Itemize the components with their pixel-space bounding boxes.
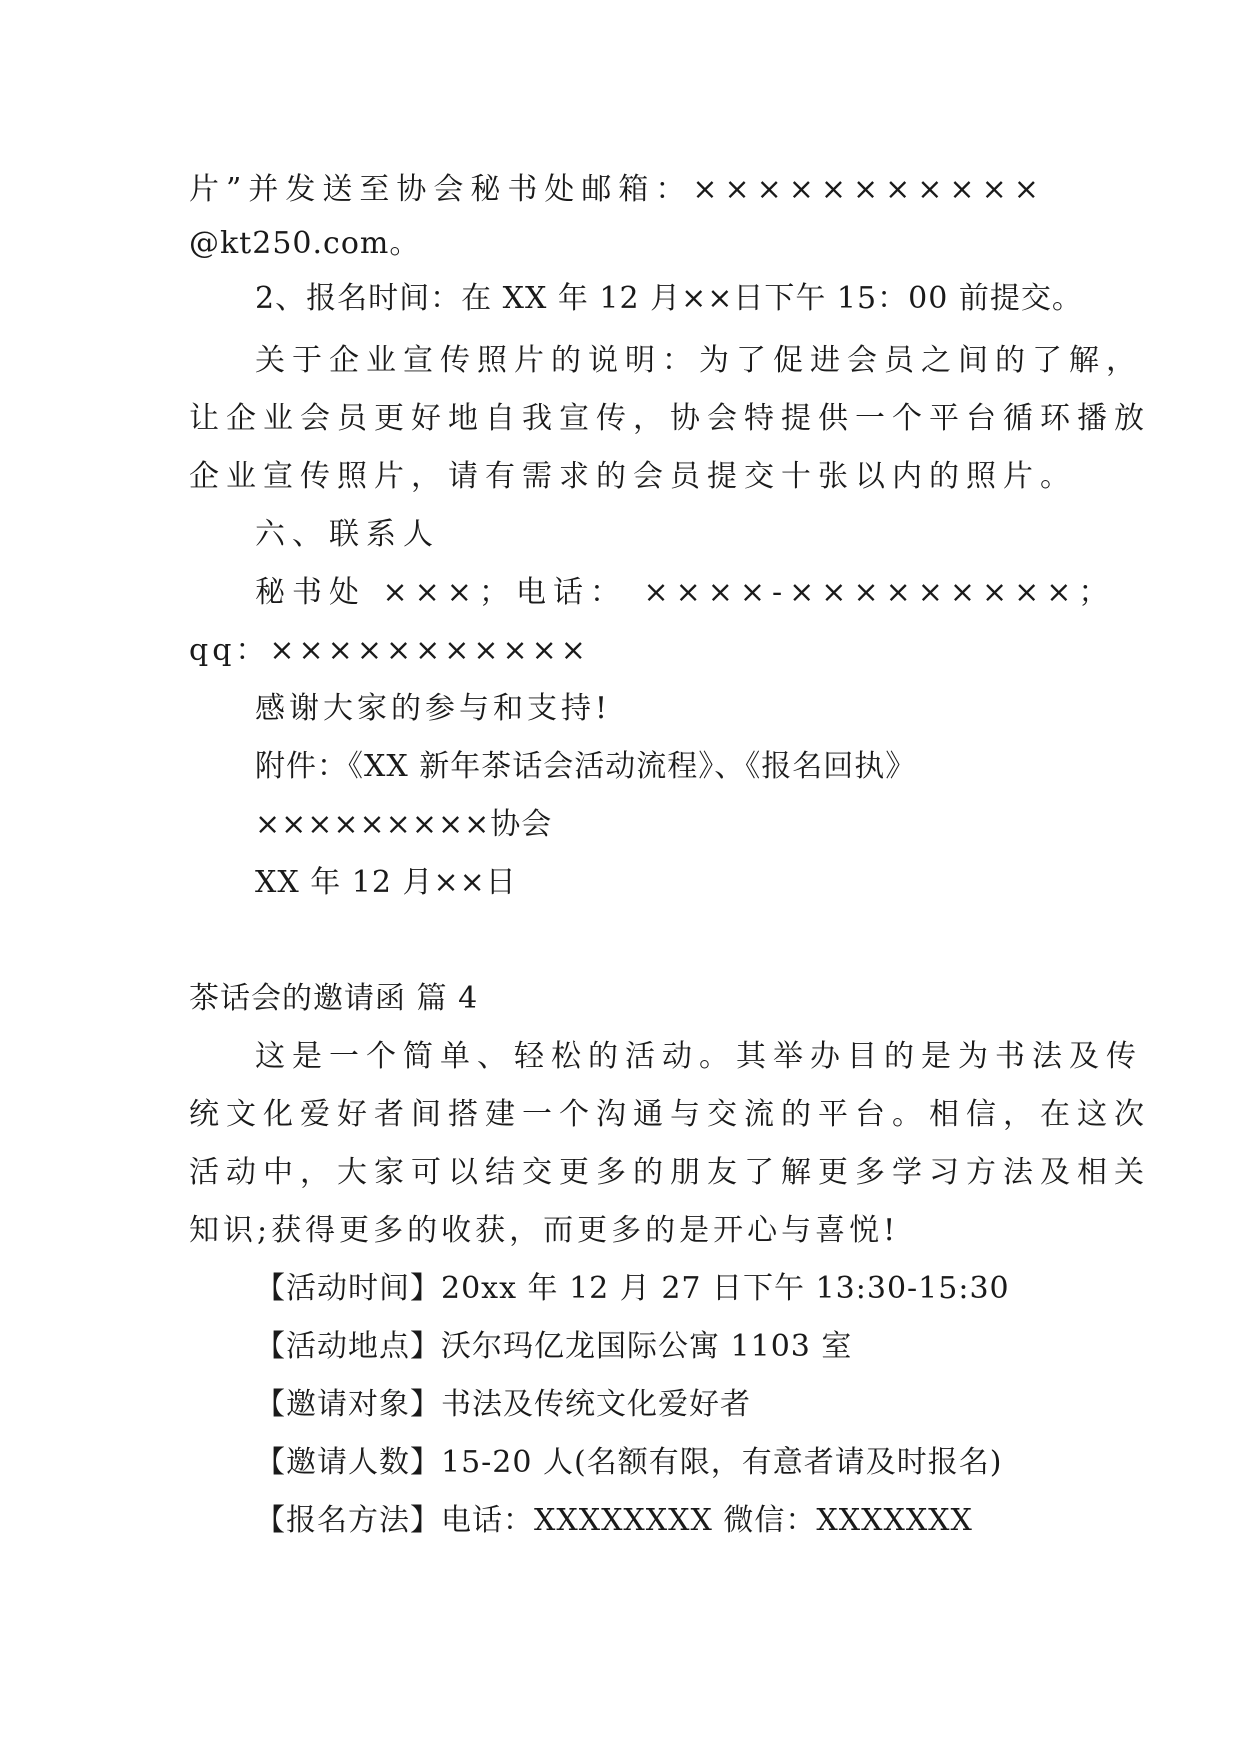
- text-line: 知识;获得更多的收获，而更多的是开心与喜悦!: [189, 1213, 900, 1248]
- text-line: 关于企业宣传照片的说明：为了促进会员之间的了解，: [255, 343, 1143, 378]
- detail-line: 【邀请对象】书法及传统文化爱好者: [255, 1387, 751, 1422]
- text-line: 这是一个简单、轻松的活动。其举办目的是为书法及传: [255, 1039, 1143, 1074]
- detail-line: 【活动地点】沃尔玛亿龙国际公寓 1103 室: [255, 1329, 853, 1364]
- detail-line: 【活动时间】20xx 年 12 月 27 日下午 13:30-15:30: [255, 1271, 1010, 1306]
- text-line: 企业宣传照片，请有需求的会员提交十张以内的照片。: [189, 459, 1077, 494]
- text-line: 让企业会员更好地自我宣传，协会特提供一个平台循环播放: [189, 401, 1151, 436]
- section-heading: 六、联系人: [255, 517, 440, 552]
- text-line: 秘书处 ×××；电话： ××××-×××××××××；: [255, 575, 1116, 610]
- detail-line: 【邀请人数】15-20 人(名额有限，有意者请及时报名): [255, 1445, 1003, 1480]
- detail-line: 【报名方法】电话：XXXXXXXX 微信：XXXXXXX: [255, 1503, 973, 1538]
- text-line: 2、报名时间：在 XX 年 12 月××日下午 15：00 前提交。: [255, 281, 1083, 316]
- section-title: 茶话会的邀请函 篇 4: [189, 981, 479, 1016]
- text-line: 统文化爱好者间搭建一个沟通与交流的平台。相信，在这次: [189, 1097, 1151, 1132]
- text-line: 附件：《XX 新年茶话会活动流程》、《报名回执》: [255, 749, 917, 784]
- text-line: qq：×××××××××××: [189, 633, 590, 668]
- text-line: @kt250.com。: [189, 226, 421, 261]
- date-line: XX 年 12 月××日: [255, 865, 517, 900]
- text-line: 活动中，大家可以结交更多的朋友了解更多学习方法及相关: [189, 1155, 1151, 1190]
- signature-line: ×××××××××协会: [255, 807, 553, 842]
- text-line: 片”并发送至协会秘书处邮箱：×××××××××××: [189, 172, 1046, 207]
- text-line: 感谢大家的参与和支持!: [255, 691, 612, 726]
